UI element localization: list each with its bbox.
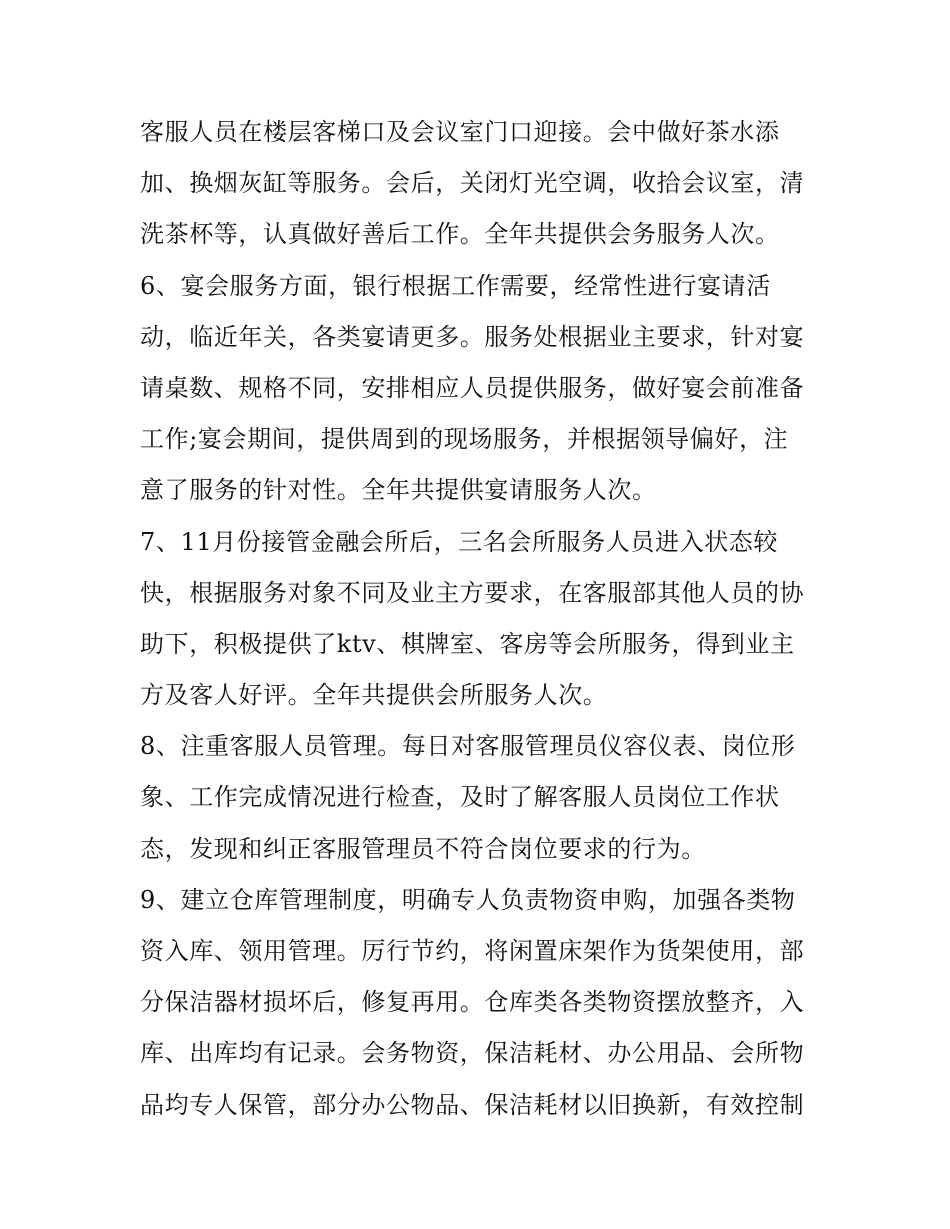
text-line: 助下，积极提供了ktv、棋牌室、客房等会所服务，得到业主 [140,629,795,658]
text-line: 品均专人保管，部分办公物品、保洁耗材以旧换新，有效控制 [140,1090,805,1119]
text-line: 洗茶杯等，认真做好善后工作。全年共提供会务服务人次。 [140,220,780,249]
text-line: 6、宴会服务方面，银行根据工作需要，经常性进行宴请活 [140,271,771,300]
text-line: 象、工作完成情况进行检查，及时了解客服人员岗位工作状 [140,783,780,812]
text-line: 分保洁器材损坏后，修复再用。仓库类各类物资摆放整齐，入 [140,988,805,1017]
text-line: 8、注重客服人员管理。每日对客服管理员仪容仪表、岗位形 [140,732,796,761]
text-line: 快，根据服务对象不同及业主方要求，在客服部其他人员的协 [140,578,805,607]
text-line: 工作;宴会期间，提供周到的现场服务，并根据领导偏好，注 [140,425,789,454]
text-line: 加、换烟灰缸等服务。会后，关闭灯光空调，收拾会议室，清 [140,169,805,198]
text-line: 资入库、领用管理。厉行节约，将闲置床架作为货架使用，部 [140,937,805,965]
text-line: 客服人员在楼层客梯口及会议室门口迎接。会中做好茶水添 [140,118,780,146]
text-line: 意了服务的针对性。全年共提供宴请服务人次。 [140,476,657,505]
text-line: 动，临近年关，各类宴请更多。服务处根据业主要求，针对宴 [140,322,805,351]
text-line: 库、出库均有记录。会务物资，保洁耗材、办公用品、会所物 [140,1039,805,1068]
body-text [140,107,820,1131]
text-line: 态，发现和纠正客服管理员不符合岗位要求的行为。 [140,834,706,863]
text-line: 7、11月份接管金融会所后，三名会所服务人员进入状态较 [140,527,779,556]
text-line: 请桌数、规格不同，安排相应人员提供服务，做好宴会前准备 [140,373,805,402]
text-line: 方及客人好评。全年共提供会所服务人次。 [140,681,608,710]
text-line: 9、建立仓库管理制度，明确专人负责物资申购，加强各类物 [140,885,796,914]
